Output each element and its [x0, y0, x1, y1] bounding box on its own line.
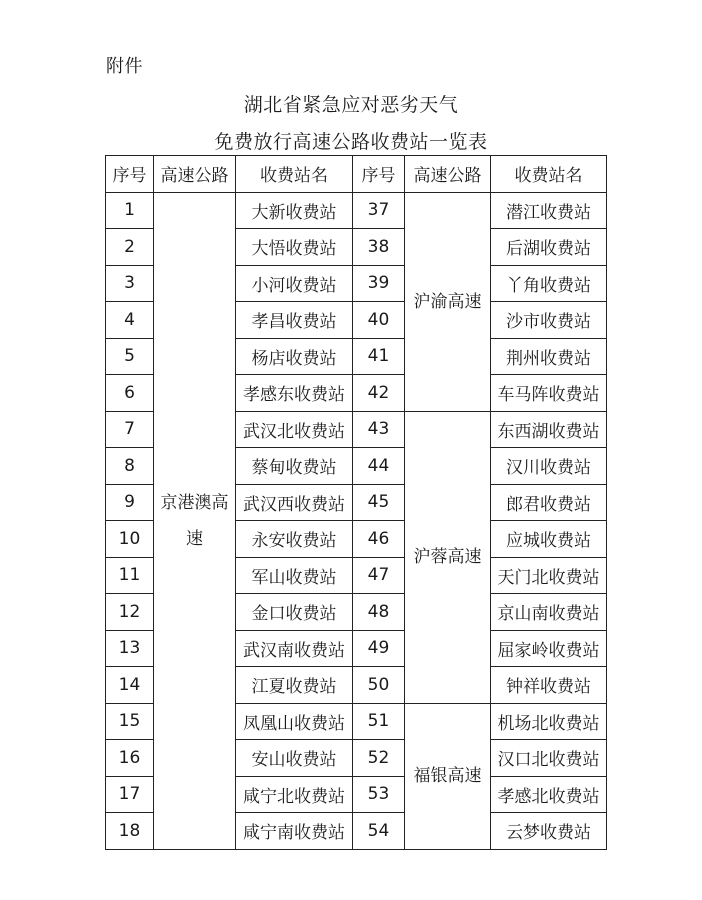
- station-name: 天门北收费站: [491, 557, 607, 594]
- station-name: 武汉北收费站: [236, 411, 353, 448]
- station-name: 应城收费站: [491, 521, 607, 558]
- row-index: 17: [106, 776, 154, 813]
- station-name: 凤凰山收费站: [236, 703, 353, 740]
- station-name: 蔡甸收费站: [236, 448, 353, 485]
- station-name: 咸宁南收费站: [236, 813, 353, 850]
- station-name: 丫角收费站: [491, 265, 607, 302]
- station-name: 钟祥收费站: [491, 667, 607, 704]
- row-index: 18: [106, 813, 154, 850]
- row-index: 6: [106, 375, 154, 412]
- station-name: 江夏收费站: [236, 667, 353, 704]
- row-index: 53: [353, 776, 405, 813]
- expressway-name: 京港澳高速: [154, 192, 236, 849]
- row-index: 44: [353, 448, 405, 485]
- header-station-left: 收费站名: [236, 156, 353, 193]
- row-index: 14: [106, 667, 154, 704]
- station-name: 机场北收费站: [491, 703, 607, 740]
- header-expressway-right: 高速公路: [405, 156, 491, 193]
- station-name: 杨店收费站: [236, 338, 353, 375]
- station-name: 安山收费站: [236, 740, 353, 777]
- row-index: 12: [106, 594, 154, 631]
- row-index: 16: [106, 740, 154, 777]
- header-index-left: 序号: [106, 156, 154, 193]
- station-name: 武汉南收费站: [236, 630, 353, 667]
- row-index: 39: [353, 265, 405, 302]
- row-index: 43: [353, 411, 405, 448]
- document-title-line1: 湖北省紧急应对恶劣天气: [243, 94, 459, 116]
- row-index: 50: [353, 667, 405, 704]
- station-name: 京山南收费站: [491, 594, 607, 631]
- row-index: 37: [353, 192, 405, 229]
- station-name: 大新收费站: [236, 192, 353, 229]
- station-name: 孝感北收费站: [491, 776, 607, 813]
- expressway-name: 沪蓉高速: [405, 411, 491, 703]
- station-name: 荆州收费站: [491, 338, 607, 375]
- station-name: 车马阵收费站: [491, 375, 607, 412]
- row-index: 48: [353, 594, 405, 631]
- document-title-line2: 免费放行高速公路收费站一览表: [214, 131, 488, 153]
- station-name: 孝感东收费站: [236, 375, 353, 412]
- station-name: 金口收费站: [236, 594, 353, 631]
- station-name: 云梦收费站: [491, 813, 607, 850]
- station-name: 咸宁北收费站: [236, 776, 353, 813]
- row-index: 8: [106, 448, 154, 485]
- row-index: 49: [353, 630, 405, 667]
- station-name: 东西湖收费站: [491, 411, 607, 448]
- station-name: 沙市收费站: [491, 302, 607, 339]
- row-index: 52: [353, 740, 405, 777]
- expressway-name: 福银高速: [405, 703, 491, 849]
- station-name: 孝昌收费站: [236, 302, 353, 339]
- row-index: 47: [353, 557, 405, 594]
- attachment-label: 附件: [106, 56, 143, 77]
- row-index: 2: [106, 229, 154, 266]
- header-index-right: 序号: [353, 156, 405, 193]
- row-index: 41: [353, 338, 405, 375]
- station-name: 大悟收费站: [236, 229, 353, 266]
- header-expressway-left: 高速公路: [154, 156, 236, 193]
- row-index: 38: [353, 229, 405, 266]
- row-index: 46: [353, 521, 405, 558]
- station-name: 永安收费站: [236, 521, 353, 558]
- table-row: [106, 192, 607, 229]
- expressway-name: 沪渝高速: [405, 192, 491, 411]
- station-name: 小河收费站: [236, 265, 353, 302]
- station-name: 武汉西收费站: [236, 484, 353, 521]
- toll-station-table: [105, 155, 607, 850]
- row-index: 42: [353, 375, 405, 412]
- row-index: 3: [106, 265, 154, 302]
- row-index: 54: [353, 813, 405, 850]
- row-index: 1: [106, 192, 154, 229]
- station-name: 郎君收费站: [491, 484, 607, 521]
- station-name: 后湖收费站: [491, 229, 607, 266]
- row-index: 13: [106, 630, 154, 667]
- row-index: 51: [353, 703, 405, 740]
- station-name: 汉川收费站: [491, 448, 607, 485]
- row-index: 40: [353, 302, 405, 339]
- row-index: 4: [106, 302, 154, 339]
- station-name: 屈家岭收费站: [491, 630, 607, 667]
- station-name: 潜江收费站: [491, 192, 607, 229]
- header-station-right: 收费站名: [491, 156, 607, 193]
- station-name: 汉口北收费站: [491, 740, 607, 777]
- table-header-row: [106, 156, 607, 193]
- row-index: 9: [106, 484, 154, 521]
- row-index: 45: [353, 484, 405, 521]
- row-index: 11: [106, 557, 154, 594]
- row-index: 7: [106, 411, 154, 448]
- row-index: 15: [106, 703, 154, 740]
- row-index: 10: [106, 521, 154, 558]
- station-name: 军山收费站: [236, 557, 353, 594]
- row-index: 5: [106, 338, 154, 375]
